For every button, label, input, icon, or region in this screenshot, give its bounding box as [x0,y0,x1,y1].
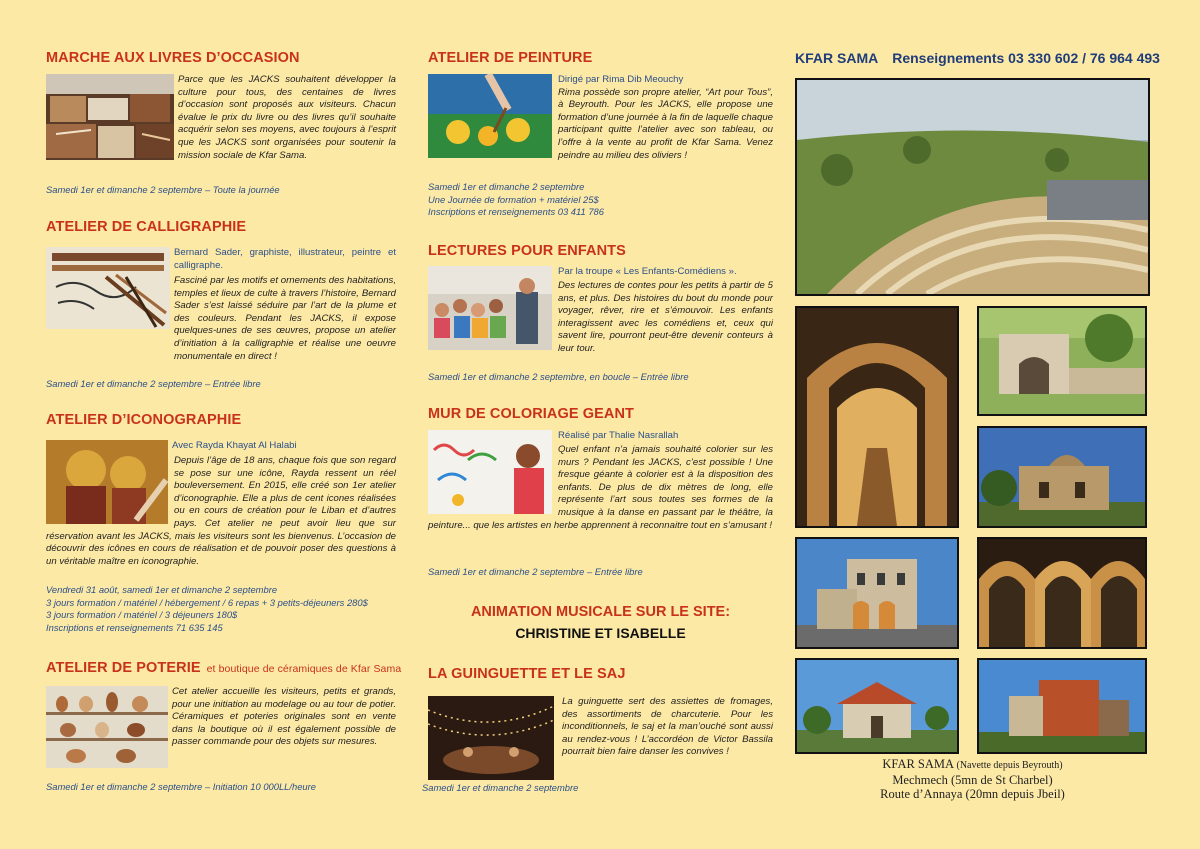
section-lead: Réalisé par Thalie Nasrallah [558,430,679,441]
section-children-readings [428,243,773,382]
section-date: Samedi 1er et dimanche 2 septembre – Entrée libre [428,566,643,577]
red-roof-house-photo [795,658,959,754]
location-line-1 [795,757,1150,773]
guinguette-photo [428,696,554,780]
footer-name: KFAR SAMA [882,757,954,771]
section-body-text: Depuis l’âge de 18 ans, chaque fois que son regard se pose sur une icône, Rayda ressent un réel bouleversement. En 2015, elle créé son 1er atelier d’iconographie. Elle a plus de cent icones réalisées ou en cours de création pour le Liban et d’autres pays. Cet atelier ne peut avoir lieu que sur réservation avant les JACKS, mais les visiteurs sont les bienvenus. L’occasion de découvrir des icônes en cours de réalisation et de pouvoir poser des questions à un véritable maître en iconographie. [46,455,396,567]
section-body-text: Quel enfant n’a jamais souhaité colorier sur les murs ? Pendant les JACKS, c’est possible ! Une fresque géante à colorier est à la disposition des enfants. De plus de dix mètres de long, elle représente l’art sous toutes ses formes de la musique à la danse en passant par le théâtre, la peinture... que les artistes en herbe apprennent à reconnaitre tout en s’amusant ! [428,444,773,531]
section-title [46,660,402,676]
books-photo [46,74,174,160]
section-body [428,444,773,532]
section-guinguette [422,666,773,793]
section-title: LECTURES POUR ENFANTS [428,243,626,259]
section-body-text: Rima possède son propre atelier, “Art pour Tous”, à Beyrouth. Pour les JACKS, elle propose une formation d’une journée à la fin de laquelle chaque participant quitte l’atelier avec son tableau, ou l’offre à la vente au profit de Kfar Sama. Venez peindre au milieu des oliviers ! [558,86,773,161]
section-painting [428,50,773,217]
modern-stone-building-photo [977,658,1147,754]
section-title: MUR DE COLORIAGE GEANT [428,406,635,422]
section-title-text: ATELIER DE POTERIE [46,660,201,676]
section-date: Samedi 1er et dimanche 2 septembre [422,782,579,793]
section-subtitle: et boutique de céramiques de Kfar Sama [206,663,402,675]
pottery-photo [46,686,168,768]
section-lead-wrap [172,440,396,453]
section-title: MARCHE AUX LIVRES D’OCCASION [46,50,300,66]
contact-line: Inscriptions et renseignements 71 635 145 [46,621,223,633]
stone-house-photo [977,306,1147,416]
cloister-photo [977,537,1147,649]
section-body [428,280,773,356]
section-body [174,247,396,272]
shuttle-note: (Navette depuis Beyrouth) [956,760,1063,771]
mansion-photo [795,537,959,649]
section-body: La guinguette sert des assiettes de fromages, des assortiments de charcuterie. Pour les inconditionnels, le saj et la man’ouché sont aussi au rendez-vous ! L’accordéon de Victor Bassila pourrait bien faire danser les convives ! [562,696,773,758]
section-iconography [46,412,396,633]
kfar-sama-name: KFAR SAMA [795,50,879,66]
section-dates [428,181,773,219]
price-line: 3 jours formation / matériel / 3 déjeuners 180$ [46,609,238,620]
section-title: ATELIER DE CALLIGRAPHIE [46,219,247,235]
section-title: ATELIER D’ICONOGRAPHIE [46,412,242,428]
section-title: LA GUINGUETTE ET LE SAJ [428,666,626,682]
location-footer [795,757,1150,801]
section-body-text: Des lectures de contes pour les petits à partir de 5 ans, et plus. Des histoires du bout du monde pour voyager, rêver, rire et s’émouvoir. Les enfants interagissent avec les comédiens et, ceux qui savent lire, pourront peut-être devenir conteurs à leur tour. [558,280,773,354]
date-line: Vendredi 31 août, samedi 1er et dimanche 2 septembre [46,584,278,595]
location-line-2: Mechmech (5mn de St Charbel) [892,773,1053,787]
section-body-text: Fasciné par les motifs et ornements des habitations, temples et lieux de culte à travers l’histoire, Bernard Sader s’est laissé séduire par l’art de la plume et des couleurs. Pendant les JACKS, il expose quelques-unes de ses œuvres, propose un atelier d’initiation à la calligraphie et réalise une oeuvre monumentale en direct ! [174,275,396,362]
section-body: Cet atelier accueille les visiteurs, petits et grands, pour une initiation au modelage ou au tour de potier. Céramiques et poteries originales sont en vente dans la boutique où il est également possible de passer commande pour des objets sur mesures. [172,686,396,748]
painting-photo [428,74,552,158]
section-coloring-wall [428,406,773,577]
section-pottery [46,660,402,792]
contact-line: Inscriptions et renseignements 03 411 786 [428,206,604,217]
section-lead: Avec Rayda Khayat Al Halabi [172,440,297,451]
music-animation-title: ANIMATION MUSICALE SUR LE SITE: [470,604,731,620]
section-date: Samedi 1er et dimanche 2 septembre – Initiation 10 000LL/heure [46,781,316,792]
section-body [558,74,773,162]
price-line: 3 jours formation / matériel / hébergement / 6 repas + 3 petits-déjeuners 280$ [46,596,368,608]
section-lead: Bernard Sader, graphiste, illustrateur, peintre et calligraphe. [174,247,396,271]
section-body [46,455,396,568]
price-line: Une Journée de formation + matériel 25$ [428,193,599,205]
amphitheater-photo [795,78,1150,296]
section-date: Samedi 1er et dimanche 2 septembre, en boucle – Entrée libre [428,371,689,382]
section-body: Parce que les JACKS souhaitent développer la culture pour tous, des centaines de livres d’occasion sont proposés aux visiteurs. Chacun évalue le prix du livre ou des livres qu’il souhaite acquérir selon ses moyens, avec toujours à l’esprit que les JACKS sont organisées pour soutenir la mission sociale de Kfar Sama. [178,74,396,161]
chapel-photo [977,426,1147,528]
section-calligraphy [46,219,396,389]
section-lead: Par la troupe « Les Enfants-Comédiens ». [558,266,737,277]
section-book-market [46,50,396,195]
date-line: Samedi 1er et dimanche 2 septembre [428,181,585,192]
kfar-sama-header [795,50,1160,66]
section-date: Samedi 1er et dimanche 2 septembre – Toute la journée [46,184,280,195]
section-dates [46,584,396,634]
arcade-photo [795,306,959,528]
section-lead: Dirigé par Rima Dib Meouchy [558,74,684,85]
music-animation-artists: CHRISTINE ET ISABELLE [515,625,686,641]
section-body [46,275,396,363]
section-body [558,266,773,279]
location-line-3: Route d’Annaya (20mn depuis Jbeil) [880,787,1065,801]
contact-info: Renseignements 03 330 602 / 76 964 493 [892,50,1160,66]
section-lead-wrap [558,430,773,443]
section-date: Samedi 1er et dimanche 2 septembre – Entrée libre [46,378,261,389]
section-title: ATELIER DE PEINTURE [428,50,593,66]
